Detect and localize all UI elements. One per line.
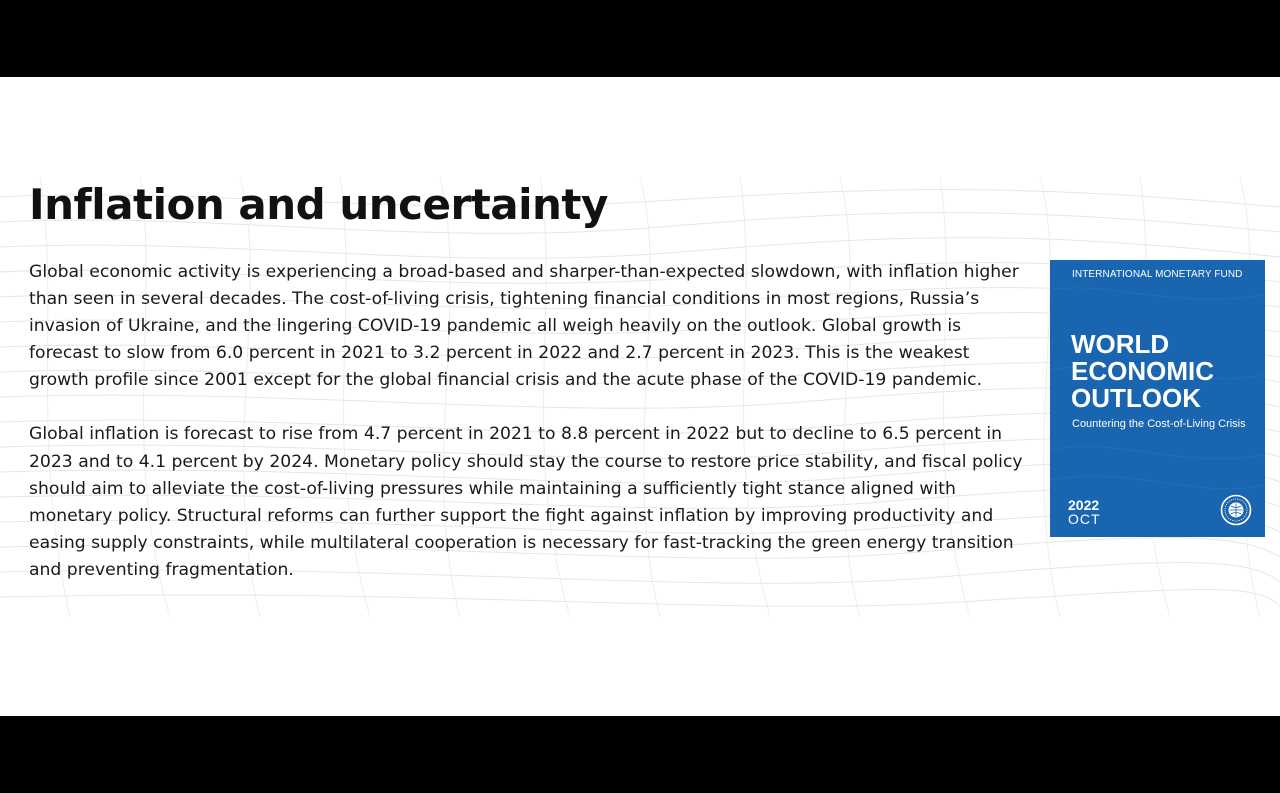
cover-subtitle: Countering the Cost-of-Living Crisis (1072, 418, 1246, 430)
cover-title-line: WORLD (1071, 329, 1170, 359)
cover-title (1071, 331, 1214, 412)
cover-year: 2022 (1068, 497, 1100, 513)
cover-title-line: ECONOMIC (1071, 356, 1214, 386)
paragraph-inflation: Global inflation is forecast to rise from 4.7 percent in 2021 to 8.8 percent in 2022 but to decline to 6.5 percent in 2023 and to 4.1 percent by 2024. Monetary policy should stay the course to restore price stability, and fiscal policy should aim to alleviate the cost-of-living pressures while maintaining a sufficiently tight stance aligned with monetary policy. Structural reforms can further support the fight against inflation by improving productivity and easing supply constraints, while multilateral cooperation is necessary for fast-tracking the green energy transition and preventing fragmentation. (29, 424, 1023, 580)
slide-body (29, 259, 1029, 611)
weo-report-cover (1050, 260, 1265, 537)
cover-month: OCT (1068, 511, 1101, 527)
letterbox-top (0, 0, 1280, 77)
paragraph-growth: Global economic activity is experiencing a broad-based and sharper-than-expected slowdown, with inflation higher than seen in several decades. The cost-of-living crisis, tightening financial conditions in most regions, Russia’s invasion of Ukraine, and the lingering COVID-19 pandemic all weigh heavily on the outlook. Global growth is forecast to slow from 6.0 percent in 2021 to 3.2 percent in 2022 and 2.7 percent in 2023. This is the weakest growth profile since 2001 except for the global financial crisis and the acute phase of the COVID-19 pandemic. (29, 262, 1019, 391)
cover-organization: INTERNATIONAL MONETARY FUND (1072, 269, 1243, 280)
slide-title: Inflation and uncertainty (29, 180, 608, 229)
cover-title-line: OUTLOOK (1071, 383, 1201, 413)
slide (0, 77, 1280, 716)
letterbox-bottom (0, 716, 1280, 793)
imf-seal-icon (1220, 494, 1252, 526)
